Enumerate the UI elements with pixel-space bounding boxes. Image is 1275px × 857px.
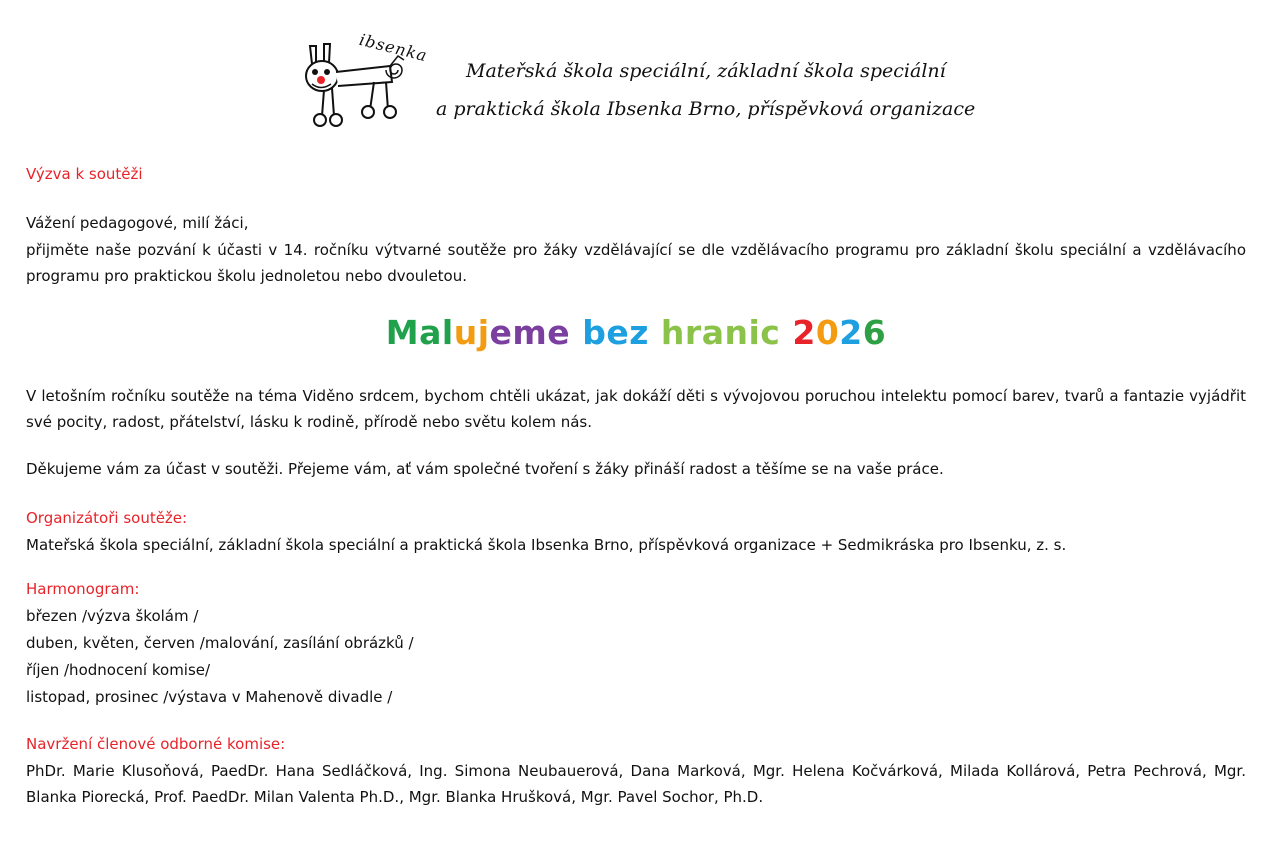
school-name-line-1: Mateřská škola speciální, základní škola speciální	[466, 60, 946, 82]
schedule-item: duben, květen, červen /malování, zasílání obrázků /	[26, 634, 414, 652]
schedule-item: říjen /hodnocení komise/	[26, 661, 211, 679]
title-space	[780, 313, 792, 352]
title-letter: e	[547, 313, 571, 352]
theme-paragraph: V letošním ročníku soutěže na téma Viděno srdcem, bychom chtěli ukázat, jak dokáží děti s vývojovou poruchou intelektu pomocí barev, tvarů a fantazie vyjádřit své pocity, radost, přátelství, lásku k rodině, přírodě nebo světu kolem nás.	[26, 387, 1246, 431]
title-letter: 2	[839, 313, 863, 352]
greeting: Vážení pedagogové, milí žáci,	[26, 214, 249, 232]
document-page	[26, 0, 1246, 857]
schedule-item: březen /výzva školám /	[26, 607, 199, 625]
title-letter: m	[512, 313, 548, 352]
title-letter: n	[724, 313, 749, 352]
ibsenka-logo	[294, 30, 434, 132]
title-space	[570, 313, 582, 352]
logo-wordmark: ibsenka	[357, 30, 430, 66]
school-header	[294, 30, 976, 132]
organizers-heading: Organizátoři soutěže:	[26, 509, 188, 527]
title-space	[649, 313, 661, 352]
title-letter: u	[453, 313, 478, 352]
organizers-text: Mateřská škola speciální, základní škola speciální a praktická škola Ibsenka Brno, příspěvková organizace + Sedmikráska pro Ibsenku, z. s.	[26, 536, 1067, 554]
schedule-heading: Harmonogram:	[26, 580, 140, 598]
title-letter: a	[419, 313, 442, 352]
call-heading: Výzva k soutěži	[26, 165, 143, 183]
title-letter: c	[760, 313, 781, 352]
school-name-line-2: a praktická škola Ibsenka Brno, příspěvková organizace	[436, 98, 976, 120]
title-letter: i	[748, 313, 761, 352]
committee-heading: Navržení členové odborné komise:	[26, 735, 286, 753]
intro-paragraph: přijměte naše pozvání k účasti v 14. ročníku výtvarné soutěže pro žáky vzdělávající se dle vzdělávacího programu pro základní školu speciální a vzdělávacího programu pro praktickou školu jednoletou nebo dvouletou.	[26, 241, 1246, 285]
title-letter: l	[441, 313, 454, 352]
title-letter: a	[701, 313, 725, 352]
title-letter: 0	[815, 313, 840, 352]
title-letter: e	[489, 313, 513, 352]
title-letter: 2	[792, 313, 816, 352]
thanks-paragraph: Děkujeme vám za účast v soutěži. Přejeme vám, ať vám společné tvoření s žáky přináší radost a těšíme se na vaše práce.	[26, 460, 944, 478]
committee-text: PhDr. Marie Klusoňová, PaedDr. Hana Sedláčková, Ing. Simona Neubauerová, Dana Marková, Mgr. Helena Kočvárková, Milada Kollárová, Petra Pechrová, Mgr. Blanka Piorecká, Prof. PaedDr. Milan Valenta Ph.D., Mgr. Blanka Hrušková, Mgr. Pavel Sochor, Ph.D.	[26, 762, 1246, 806]
title-letter: 6	[862, 313, 887, 352]
schedule-item: listopad, prosinec /výstava v Mahenově divadle /	[26, 688, 393, 706]
title-letter: e	[606, 313, 630, 352]
title-letter: j	[477, 313, 490, 352]
competition-title	[26, 313, 1246, 352]
title-letter: b	[582, 313, 607, 352]
title-letter: M	[385, 313, 420, 352]
title-letter: z	[629, 313, 649, 352]
title-letter: h	[660, 313, 685, 352]
title-letter: r	[684, 313, 702, 352]
